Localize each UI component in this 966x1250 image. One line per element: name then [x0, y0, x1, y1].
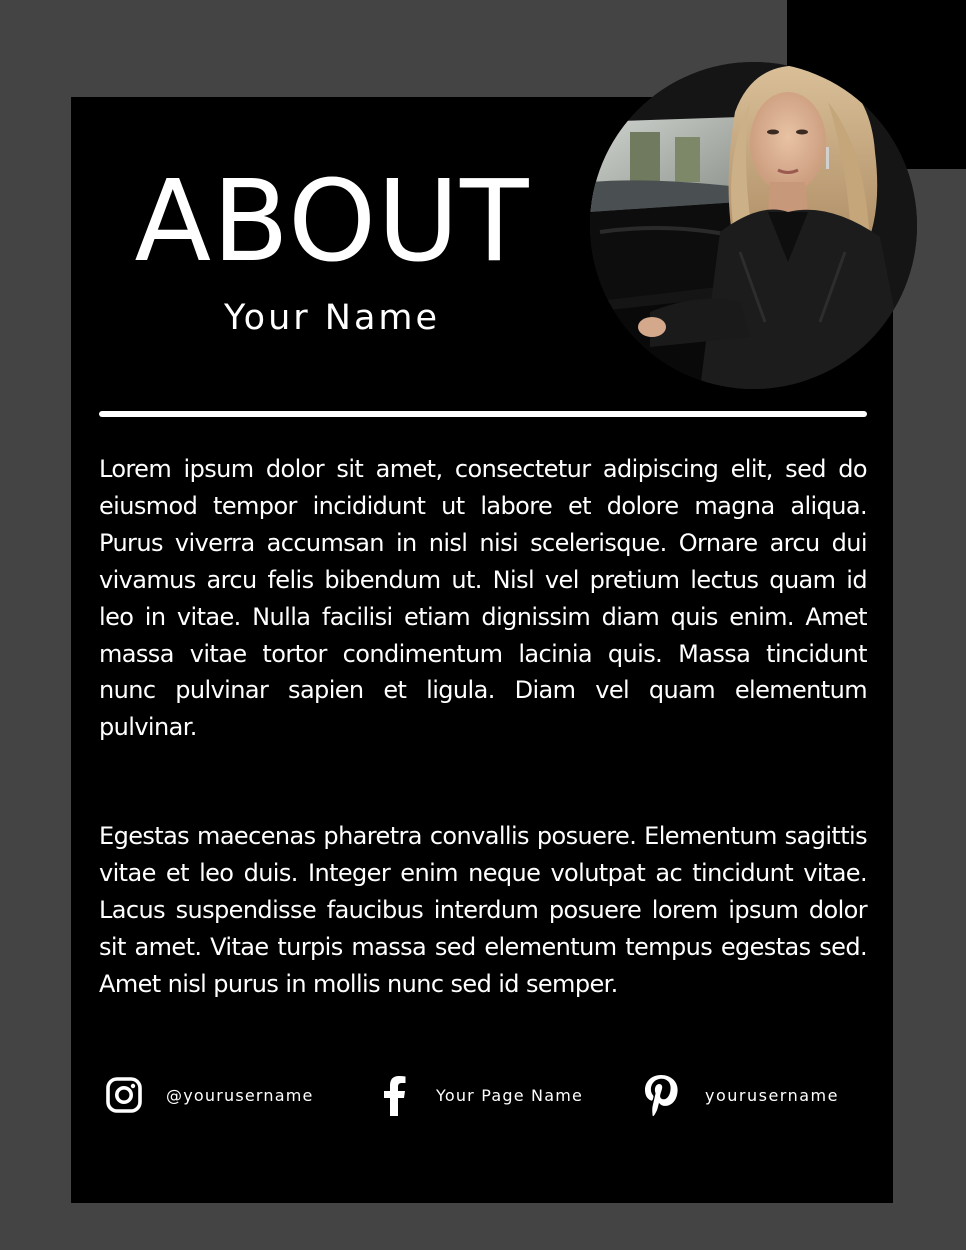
pinterest-link[interactable]: [641, 1068, 839, 1122]
pinterest-handle: yourusername: [705, 1085, 839, 1105]
instagram-link[interactable]: [104, 1068, 314, 1122]
instagram-handle: @yourusername: [166, 1085, 314, 1105]
body-paragraph-1: Lorem ipsum dolor sit amet, consectetur adipiscing elit, sed do eiusmod tempor incididunt ut labore et dolore magna aliqua. Purus viverra accumsan in nisl nisi scelerisque. Ornare arcu dui vivamus arcu felis bibendum ut. Nisl vel pretium lectus quam id leo in vitae. Nulla facilisi etiam dignissim diam quis enim. Amet massa vitae tortor condimentum lacinia quis. Massa tincidunt nunc pulvinar sapien et ligula. Diam vel quam elementum pulvinar.: [99, 455, 867, 742]
instagram-icon: [104, 1075, 144, 1115]
pinterest-icon: [641, 1075, 681, 1115]
social-links: [99, 1068, 869, 1122]
facebook-page-name: Your Page Name: [436, 1085, 584, 1105]
body-paragraph-2: Egestas maecenas pharetra convallis posuere. Elementum sagittis vitae et leo duis. Integer enim neque volutpat ac tincidunt vitae. Lacus suspendisse faucibus interdum posuere lorem ipsum dolor sit amet. Vitae turpis massa sed elementum tempus egestas sed. Amet nisl purus in mollis nunc sed id semper.: [99, 822, 867, 998]
facebook-icon: [374, 1075, 414, 1115]
facebook-link[interactable]: [374, 1068, 583, 1122]
page-title: ABOUT: [134, 157, 530, 287]
name-subtitle: Your Name: [223, 298, 441, 338]
profile-photo: [590, 62, 917, 389]
title-divider: [99, 411, 867, 417]
